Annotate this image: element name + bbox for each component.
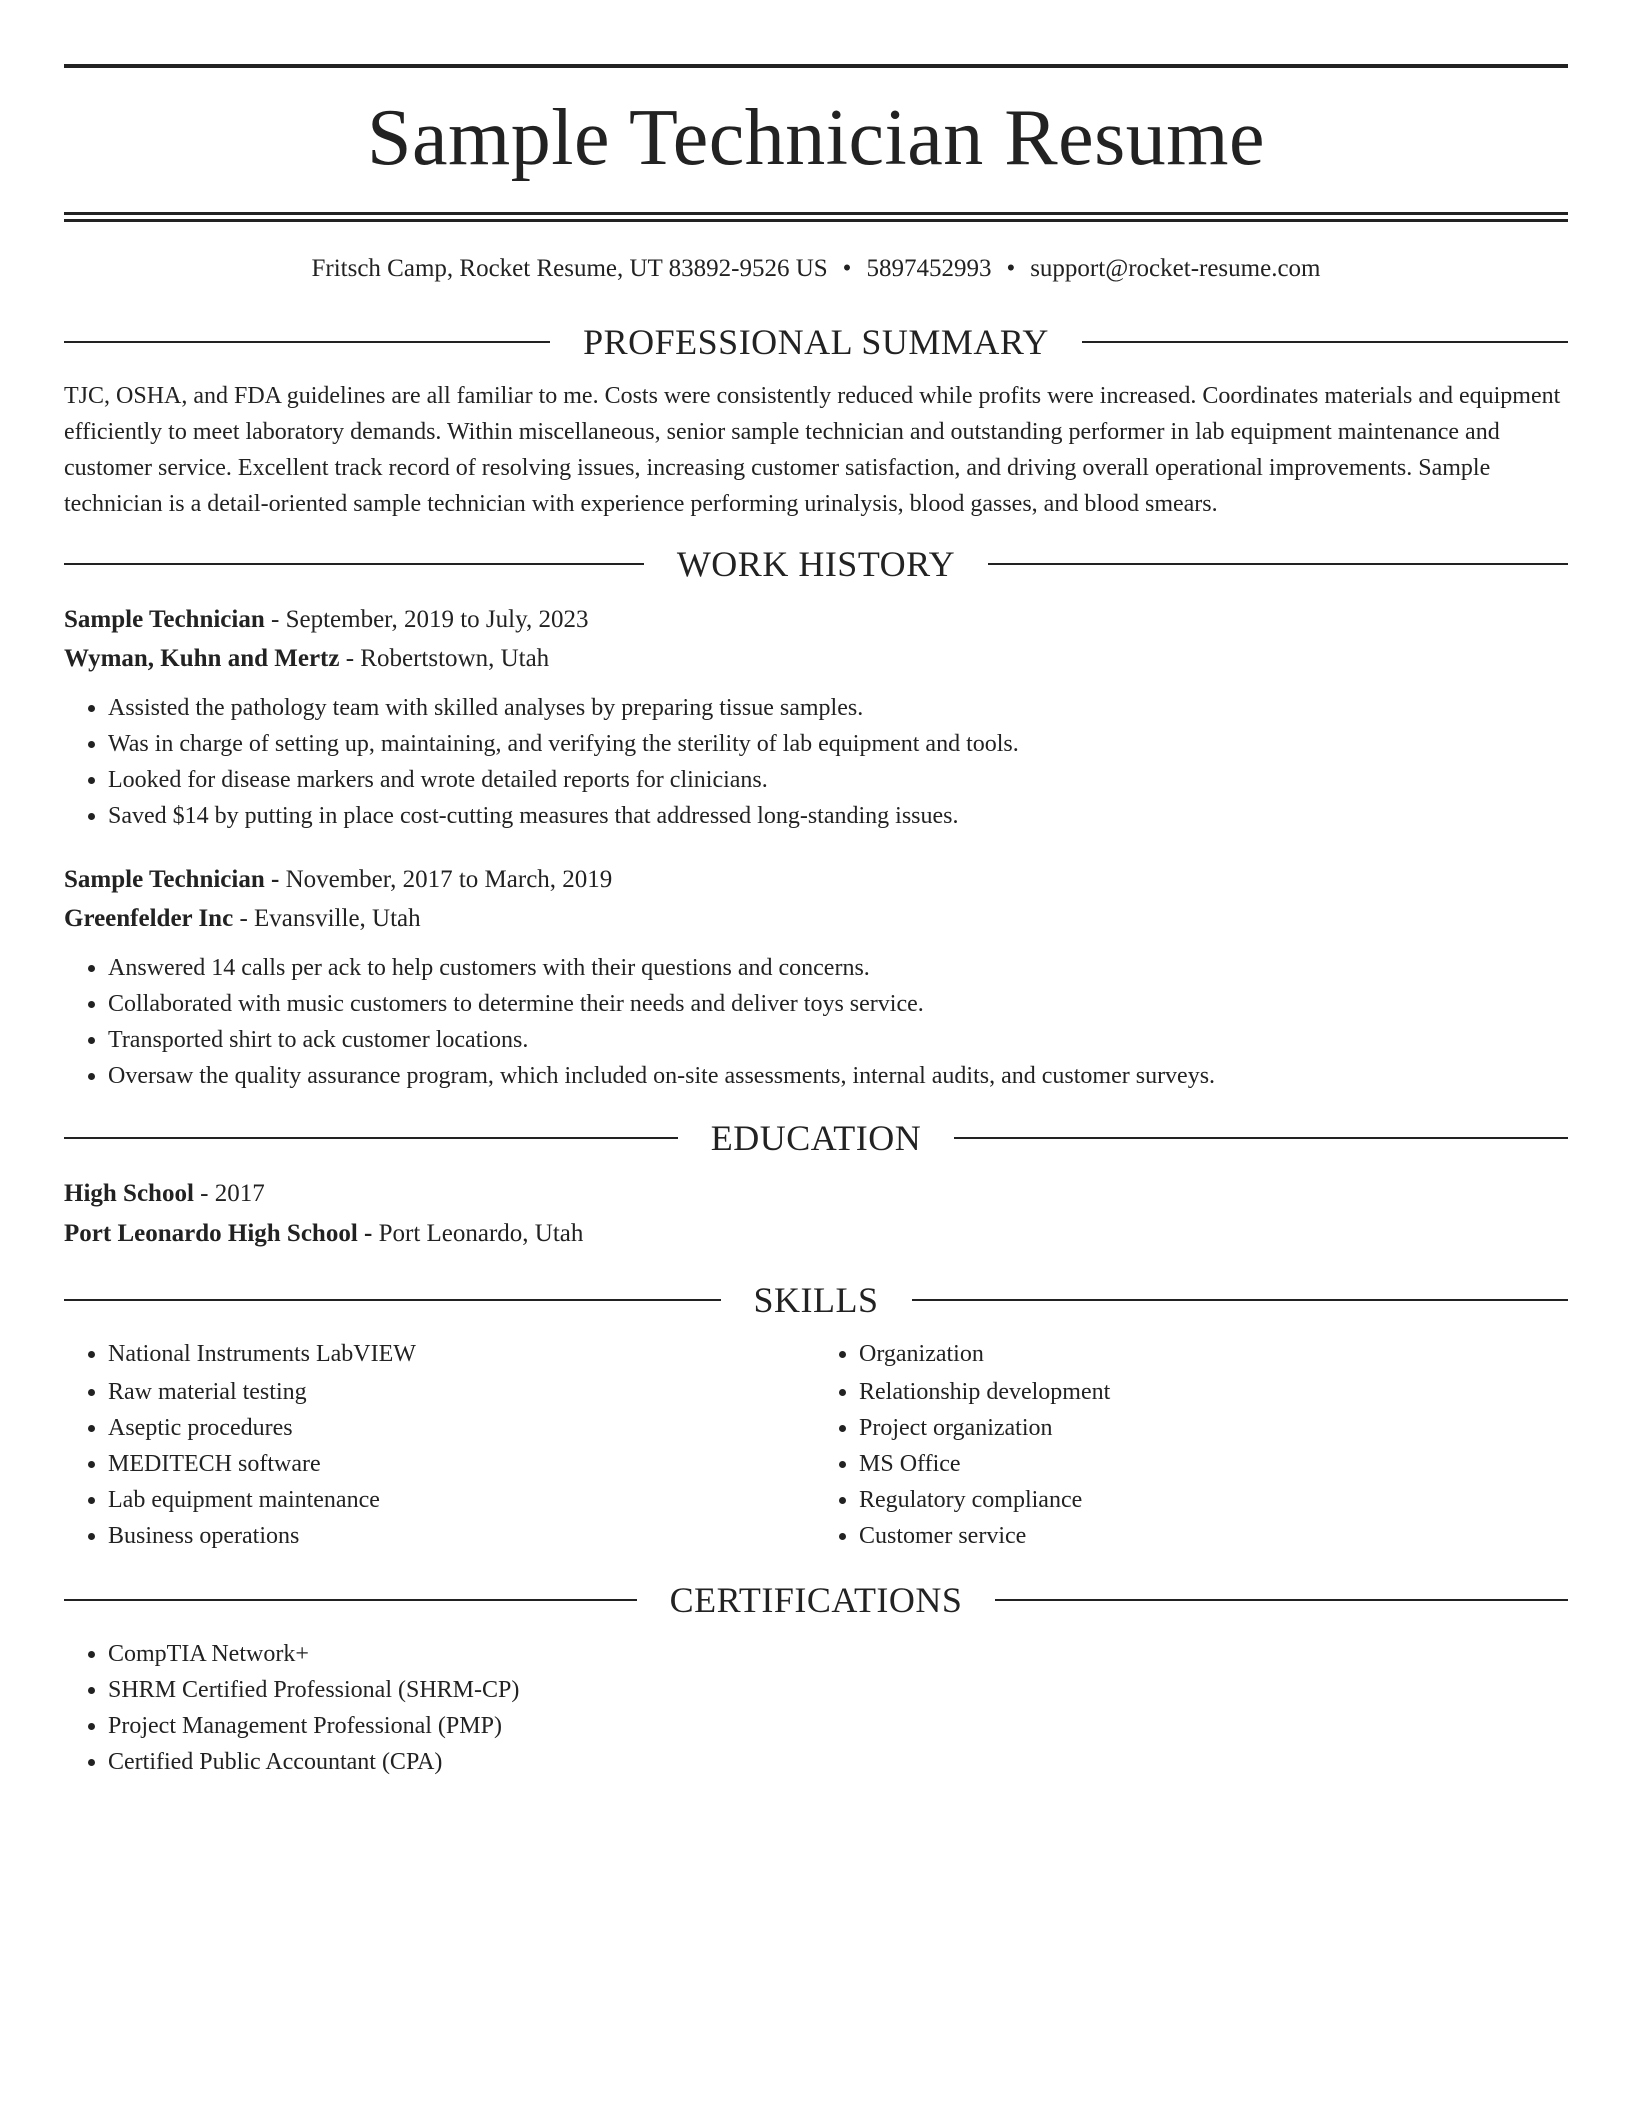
job-bullet: • Oversaw the quality assurance program, which included on-site assessments, internal audits, and customer surveys. <box>108 1058 1568 1094</box>
job-entry <box>64 600 1568 834</box>
education-degree-line <box>64 1174 1568 1214</box>
job-bullet: • Was in charge of setting up, maintaining, and verifying the sterility of lab equipment and tools. <box>108 726 1568 762</box>
skill-item: • MEDITECH software <box>108 1446 817 1482</box>
education-entry <box>64 1174 1568 1254</box>
summary-text: TJC, OSHA, and FDA guidelines are all familiar to me. Costs were consistently reduced while profits were increased. Coordinates materials and equipment efficiently to meet laboratory demands. Within miscellaneous, senior sample technician and outstanding performer in lab equipment maintenance and customer service. Excellent track record of resolving issues, increasing customer satisfaction, and driving overall operational improvements. Sample technician is a detail-oriented sample technician with experience performing urinalysis, blood gasses, and blood smears. <box>64 383 1561 517</box>
section-header-certifications <box>64 1580 1568 1620</box>
job-role-line <box>64 600 1568 639</box>
contact-phone: 5897452993 <box>866 255 992 282</box>
section-rule-left <box>64 563 644 565</box>
job-company-line <box>64 639 1568 678</box>
education-school: Port Leonardo High School - <box>64 1220 373 1247</box>
education-year: - 2017 <box>193 1180 265 1207</box>
job-bullets <box>64 690 1568 834</box>
certification-item: • Project Management Professional (PMP) <box>108 1708 1568 1744</box>
job-company-line <box>64 899 1568 938</box>
education-school-line <box>64 1214 1568 1254</box>
section-rule-right <box>912 1299 1569 1301</box>
section-title-certifications: CERTIFICATIONS <box>669 1580 963 1620</box>
job-role-line <box>64 860 1568 899</box>
section-title-education: EDUCATION <box>710 1118 922 1158</box>
section-title-work-history: WORK HISTORY <box>676 544 956 584</box>
skill-item: • Aseptic procedures <box>108 1410 817 1446</box>
section-header-work-history <box>64 544 1568 584</box>
section-rule-left <box>64 1137 678 1139</box>
job-bullets <box>64 950 1568 1094</box>
education-location: Port Leonardo, Utah <box>372 1220 584 1247</box>
certification-item: • SHRM Certified Professional (SHRM-CP) <box>108 1672 1568 1708</box>
contact-address: Fritsch Camp, Rocket Resume, UT 83892-9526 US <box>311 255 828 282</box>
section-rule-left <box>64 1299 721 1301</box>
job-bullet: • Saved $14 by putting in place cost-cutting measures that addressed long-standing issues. <box>108 798 1568 834</box>
contact-line <box>64 254 1568 284</box>
certifications-list <box>64 1636 1568 1780</box>
skill-item: • Project organization <box>859 1410 1568 1446</box>
job-entry <box>64 860 1568 1094</box>
resume-page <box>64 64 1568 1780</box>
skill-item: • MS Office <box>859 1446 1568 1482</box>
job-dates: November, 2017 to March, 2019 <box>279 866 613 893</box>
skills-columns <box>64 1336 1568 1554</box>
skill-item: • National Instruments LabVIEW <box>108 1336 817 1372</box>
job-dates: - September, 2019 to July, 2023 <box>264 606 589 633</box>
skill-item: • Raw material testing <box>108 1374 817 1410</box>
job-bullet: • Assisted the pathology team with skilled analyses by preparing tissue samples. <box>108 690 1568 726</box>
section-header-education <box>64 1118 1568 1158</box>
skill-item: • Organization <box>859 1336 1568 1372</box>
section-rule-right <box>954 1137 1568 1139</box>
certification-item: • CompTIA Network+ <box>108 1636 1568 1672</box>
job-company: Greenfelder Inc <box>64 905 234 932</box>
skill-item: • Lab equipment maintenance <box>108 1482 817 1518</box>
section-rule-left <box>64 1599 637 1601</box>
job-role: Sample Technician <box>64 606 265 633</box>
section-title-skills: SKILLS <box>753 1280 879 1320</box>
title-double-rule <box>64 212 1568 222</box>
job-company: Wyman, Kuhn and Mertz <box>64 645 340 672</box>
skills-list-left <box>64 1336 817 1554</box>
contact-email: support@rocket-resume.com <box>1030 255 1321 282</box>
job-location: - Evansville, Utah <box>233 905 421 932</box>
job-bullet: • Answered 14 calls per ack to help customers with their questions and concerns. <box>108 950 1568 986</box>
skill-item: • Relationship development <box>859 1374 1568 1410</box>
contact-separator: • <box>842 255 852 282</box>
section-header-skills <box>64 1280 1568 1320</box>
contact-separator: • <box>1006 255 1016 282</box>
section-rule-right <box>1082 341 1568 343</box>
job-bullet: • Looked for disease markers and wrote detailed reports for clinicians. <box>108 762 1568 798</box>
education-degree: High School <box>64 1180 194 1207</box>
skill-item: • Business operations <box>108 1518 817 1554</box>
skill-item: • Regulatory compliance <box>859 1482 1568 1518</box>
skills-list-right <box>817 1336 1568 1554</box>
section-title-summary: PROFESSIONAL SUMMARY <box>583 322 1049 362</box>
section-header-summary <box>64 322 1568 362</box>
job-bullet: • Collaborated with music customers to determine their needs and deliver toys service. <box>108 986 1568 1022</box>
job-bullet: • Transported shirt to ack customer locations. <box>108 1022 1568 1058</box>
section-rule-right <box>988 563 1568 565</box>
certification-item: • Certified Public Accountant (CPA) <box>108 1744 1568 1780</box>
resume-title: Sample Technician Resume <box>366 94 1265 182</box>
job-role: Sample Technician - <box>64 866 280 893</box>
section-rule-right <box>995 1599 1568 1601</box>
skill-item: • Customer service <box>859 1518 1568 1554</box>
job-location: - Robertstown, Utah <box>339 645 550 672</box>
section-rule-left <box>64 341 550 343</box>
